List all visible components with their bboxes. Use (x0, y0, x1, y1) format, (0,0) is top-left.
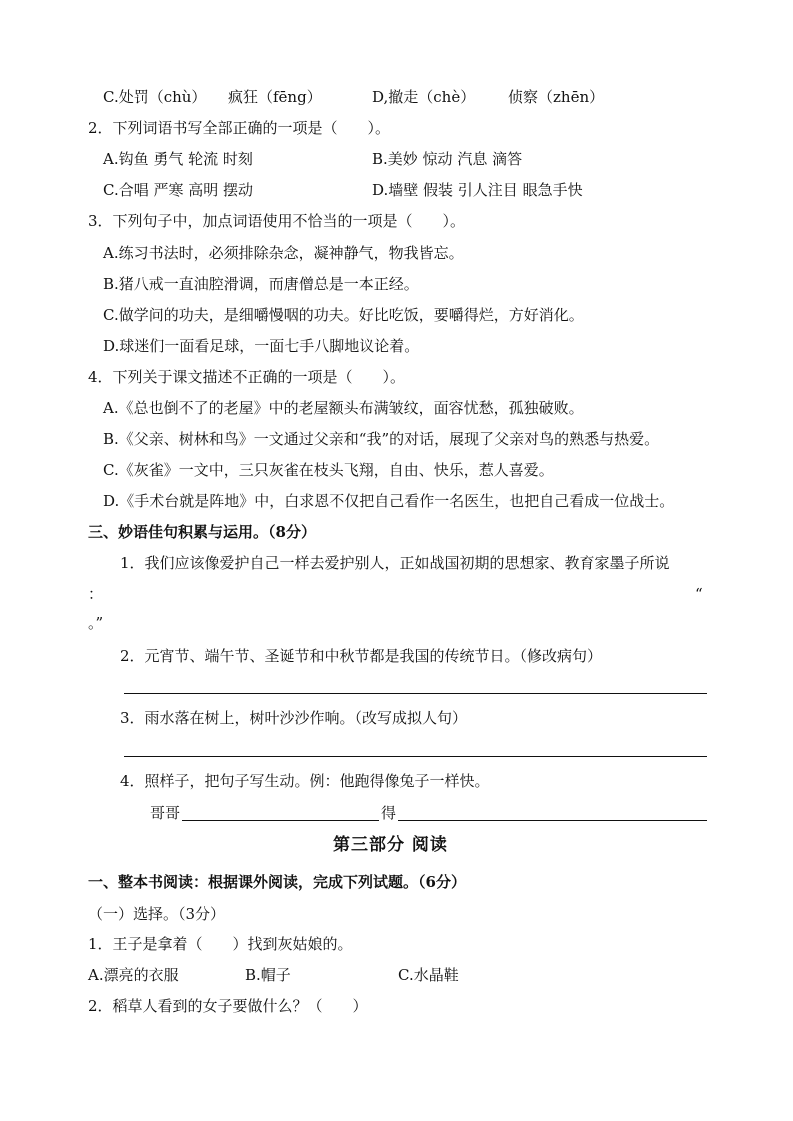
section3-item1: 1．我们应该像爱护自己一样去爱护别人，正如战国初期的思想家、教育家墨子所说 (120, 554, 670, 572)
section3-item2: 2．元宵节、端午节、圣诞节和中秋节都是我国的传统节日。（修改病句） (120, 647, 603, 665)
q2-option-b: B.美妙 惊动 汽息 滴答 (372, 150, 523, 168)
q1-option-d-word2: 侦察（zhēn） (508, 88, 605, 106)
reading-q1-option-a: A.漂亮的衣服 (88, 966, 179, 984)
part3-subsection1: （一）选择。（3分） (88, 905, 226, 923)
q3-option-a: A.练习书法时，必须排除杂念，凝神静气，物我皆忘。 (103, 244, 464, 262)
q3-option-c: C.做学问的功夫，是细嚼慢咽的功夫。好比吃饭，要嚼得烂，方好消化。 (103, 306, 584, 324)
q2-option-a: A.钩鱼 勇气 轮流 时刻 (103, 150, 253, 168)
q1-option-c: C.处罚（chù） (103, 88, 207, 106)
section3-item2-answer-line[interactable] (124, 693, 707, 694)
part3-section1-heading: 一、整本书阅读：根据课外阅读，完成下列试题。（6分） (88, 873, 466, 891)
section3-item4-prefix: 哥哥 (150, 804, 181, 822)
section3-item4-mid: 得 (381, 804, 397, 822)
q4-option-d: D.《手术台就是阵地》中，白求恩不仅把自己看作一名医生，也把自己看成一位战士。 (103, 492, 675, 510)
q2-option-d: D.墙壁 假装 引人注目 眼急手快 (372, 181, 583, 199)
q2-option-c: C.合唱 严寒 高明 摆动 (103, 181, 254, 199)
section3-item1-colon: ： (88, 585, 104, 603)
section3-heading: 三、妙语佳句积累与运用。（8分） (88, 523, 316, 541)
q4-option-a: A.《总也倒不了的老屋》中的老屋额头布满皱纹，面容忧愁，孤独破败。 (103, 399, 584, 417)
reading-q2-stem: 2．稻草人看到的女子要做什么？（ ） (88, 997, 368, 1015)
reading-q1-stem: 1．王子是拿着（ ）找到灰姑娘的。 (88, 935, 353, 953)
part3-title: 第三部分 阅读 (333, 835, 448, 855)
section3-item3: 3．雨水落在树上，树叶沙沙作响。（改写成拟人句） (120, 709, 468, 727)
reading-q1-option-c: C.水晶鞋 (398, 966, 459, 984)
q4-stem: 4．下列关于课文描述不正确的一项是（ ）。 (88, 368, 406, 386)
q3-option-b: B.猪八戒一直油腔滑调，而唐僧总是一本正经。 (103, 275, 419, 293)
q1-option-c-word2: 疯狂（fēng） (228, 88, 322, 106)
q2-stem: 2．下列词语书写全部正确的一项是（ ）。 (88, 119, 391, 137)
q1-option-d: D,撤走（chè） (372, 88, 476, 106)
section3-item4-blank-1[interactable] (182, 820, 379, 821)
section3-item3-answer-line[interactable] (124, 756, 707, 757)
reading-q1-option-b: B.帽子 (245, 966, 291, 984)
section3-item1-open-quote: “ (695, 585, 703, 603)
section3-item4-blank-2[interactable] (398, 820, 707, 821)
section3-item1-end: 。” (88, 614, 104, 632)
section3-item4: 4．照样子，把句子写生动。例：他跑得像兔子一样快。 (120, 772, 490, 790)
q4-option-c: C.《灰雀》一文中，三只灰雀在枝头飞翔，自由、快乐，惹人喜爱。 (103, 461, 554, 479)
q4-option-b: B.《父亲、树林和鸟》一文通过父亲和“我”的对话，展现了父亲对鸟的熟悉与热爱。 (103, 430, 660, 448)
q3-option-d: D.球迷们一面看足球，一面七手八脚地议论着。 (103, 337, 420, 355)
q3-stem: 3．下列句子中，加点词语使用不恰当的一项是（ ）。 (88, 212, 466, 230)
